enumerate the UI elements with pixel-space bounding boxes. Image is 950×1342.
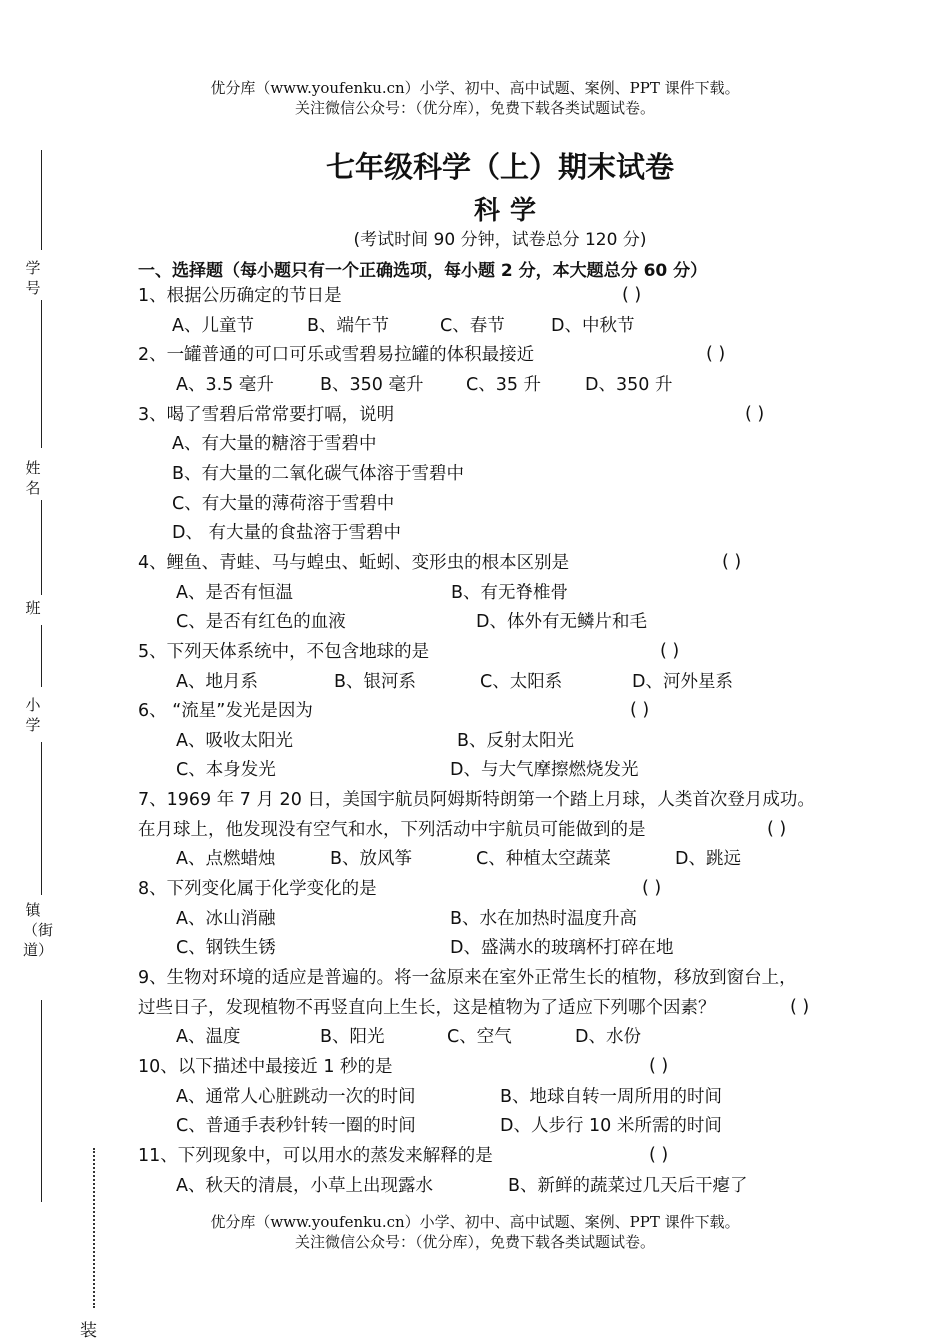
margin-label-zhuang: 装 xyxy=(80,1321,97,1341)
q3-answer-bracket: ( ) xyxy=(745,404,765,424)
q4-option-a: A、是否有恒温 xyxy=(176,583,293,603)
q3-option-a: A、有大量的糖溶于雪碧中 xyxy=(172,434,377,454)
q2-option-b: B、350 毫升 xyxy=(320,375,424,395)
q2-option-a: A、3.5 毫升 xyxy=(176,375,274,395)
q8-option-c: C、钢铁生锈 xyxy=(176,938,276,958)
q6-stem: 6、 “流星”发光是因为 xyxy=(138,701,313,721)
q9-option-a: A、温度 xyxy=(176,1027,241,1047)
q10-option-b: B、地球自转一周所用的时间 xyxy=(500,1087,723,1107)
margin-label-zhen: 镇（街道） xyxy=(23,901,54,959)
q4-option-c: C、是否有红色的血液 xyxy=(176,612,346,632)
q1-answer-bracket: ( ) xyxy=(622,285,642,305)
page-subtitle: 科学 xyxy=(473,196,546,226)
q4-stem: 4、鲤鱼、青蛙、马与蝗虫、蚯蚓、变形虫的根本区别是 xyxy=(138,553,570,573)
q10-option-d: D、人步行 10 米所需的时间 xyxy=(500,1116,722,1136)
q5-option-d: D、河外星系 xyxy=(632,672,733,692)
q7-stem-line-1: 7、1969 年 7 月 20 日，美国宇航员阿姆斯特朗第一个踏上月球，人类首次登月成功。 xyxy=(138,790,815,810)
page-title: 七年级科学（上）期末试卷 xyxy=(325,150,674,184)
q6-option-d: D、与大气摩擦燃烧发光 xyxy=(450,760,639,780)
q5-option-b: B、银河系 xyxy=(334,672,417,692)
q8-option-a: A、冰山消融 xyxy=(176,909,276,929)
q3-stem: 3、喝了雪碧后常常要打嗝，说明 xyxy=(138,405,395,425)
footer-banner-line-1: 优分库（www.youfenku.cn）小学、初中、高中试题、案例、PPT 课件下载。 xyxy=(210,1213,740,1231)
q3-option-d: D、 有大量的食盐溶于雪碧中 xyxy=(172,523,402,543)
q4-option-d: D、体外有无鳞片和毛 xyxy=(476,612,647,632)
q7-option-a: A、点燃蜡烛 xyxy=(176,849,276,869)
q9-option-d: D、水份 xyxy=(575,1027,641,1047)
q7-stem-line-2: 在月球上，他发现没有空气和水，下列活动中宇航员可能做到的是 xyxy=(138,820,646,840)
q11-stem: 11、下列现象中，可以用水的蒸发来解释的是 xyxy=(138,1146,493,1166)
q10-option-c: C、普通手表秒针转一圈的时间 xyxy=(176,1116,416,1136)
margin-line-6 xyxy=(41,1000,42,1202)
q7-option-b: B、放风筝 xyxy=(330,849,413,869)
q11-answer-bracket: ( ) xyxy=(649,1145,669,1165)
q10-stem: 10、以下描述中最接近 1 秒的是 xyxy=(138,1057,393,1077)
q7-answer-bracket: ( ) xyxy=(767,819,787,839)
section-heading: 一、选择题（每小题只有一个正确选项，每小题 2 分，本大题总分 60 分） xyxy=(138,261,708,281)
q9-answer-bracket: ( ) xyxy=(790,997,810,1017)
margin-line-5 xyxy=(41,742,42,895)
q7-option-d: D、跳远 xyxy=(675,849,741,869)
margin-label-xingming: 姓名 xyxy=(25,459,41,497)
q3-option-c: C、有大量的薄荷溶于雪碧中 xyxy=(172,494,395,514)
q8-option-d: D、盛满水的玻璃杯打碎在地 xyxy=(450,938,674,958)
q1-option-b: B、端午节 xyxy=(307,316,390,336)
exam-note: (考试时间 90 分钟，试卷总分 120 分) xyxy=(353,230,647,250)
q2-stem: 2、一罐普通的可口可乐或雪碧易拉罐的体积最接近 xyxy=(138,345,535,365)
margin-label-ban: 班 xyxy=(25,599,41,617)
q2-option-d: D、350 升 xyxy=(585,375,673,395)
q6-option-a: A、吸收太阳光 xyxy=(176,731,293,751)
footer-banner-line-2: 关注微信公众号：（优分库），免费下载各类试题试卷。 xyxy=(294,1233,655,1251)
q6-option-b: B、反射太阳光 xyxy=(457,731,575,751)
q9-stem-line-1: 9、生物对环境的适应是普遍的。将一盆原来在室外正常生长的植物，移放到窗台上， xyxy=(138,968,797,988)
q9-stem-line-2: 过些日子，发现植物不再竖直向上生长，这是植物为了适应下列哪个因素？ xyxy=(138,998,716,1018)
q5-answer-bracket: ( ) xyxy=(660,641,680,661)
margin-line-4 xyxy=(41,625,42,687)
q1-option-a: A、儿童节 xyxy=(172,316,254,336)
q10-answer-bracket: ( ) xyxy=(649,1056,669,1076)
q11-option-b: B、新鲜的蔬菜过几天后干瘪了 xyxy=(508,1176,748,1196)
q5-stem: 5、下列天体系统中，不包含地球的是 xyxy=(138,642,430,662)
margin-label-xuehao: 学号 xyxy=(25,259,41,297)
q6-option-c: C、本身发光 xyxy=(176,760,276,780)
q2-answer-bracket: ( ) xyxy=(706,344,726,364)
q1-option-d: D、中秋节 xyxy=(551,316,635,336)
margin-line-2 xyxy=(41,300,42,448)
q4-answer-bracket: ( ) xyxy=(722,552,742,572)
q2-option-c: C、35 升 xyxy=(466,375,542,395)
q1-option-c: C、春节 xyxy=(440,316,505,336)
margin-label-xiaoxue: 小学 xyxy=(25,696,41,734)
q7-option-c: C、种植太空蔬菜 xyxy=(476,849,611,869)
q11-option-a: A、秋天的清晨，小草上出现露水 xyxy=(176,1176,433,1196)
q9-option-c: C、空气 xyxy=(447,1027,512,1047)
q6-answer-bracket: ( ) xyxy=(630,700,650,720)
q8-option-b: B、水在加热时温度升高 xyxy=(450,909,638,929)
banner-line-2: 关注微信公众号：（优分库），免费下载各类试题试卷。 xyxy=(294,99,655,117)
q5-option-c: C、太阳系 xyxy=(480,672,563,692)
q8-stem: 8、下列变化属于化学变化的是 xyxy=(138,879,377,899)
q3-option-b: B、有大量的二氧化碳气体溶于雪碧中 xyxy=(172,464,465,484)
q9-option-b: B、阳光 xyxy=(320,1027,385,1047)
q8-answer-bracket: ( ) xyxy=(642,878,662,898)
banner-line-1: 优分库（www.youfenku.cn）小学、初中、高中试题、案例、PPT 课件下载。 xyxy=(210,79,740,97)
margin-line-3 xyxy=(41,500,42,595)
q5-option-a: A、地月系 xyxy=(176,672,258,692)
q1-stem: 1、根据公历确定的节日是 xyxy=(138,286,342,306)
q10-option-a: A、通常人心脏跳动一次的时间 xyxy=(176,1087,416,1107)
q4-option-b: B、有无脊椎骨 xyxy=(451,583,569,603)
